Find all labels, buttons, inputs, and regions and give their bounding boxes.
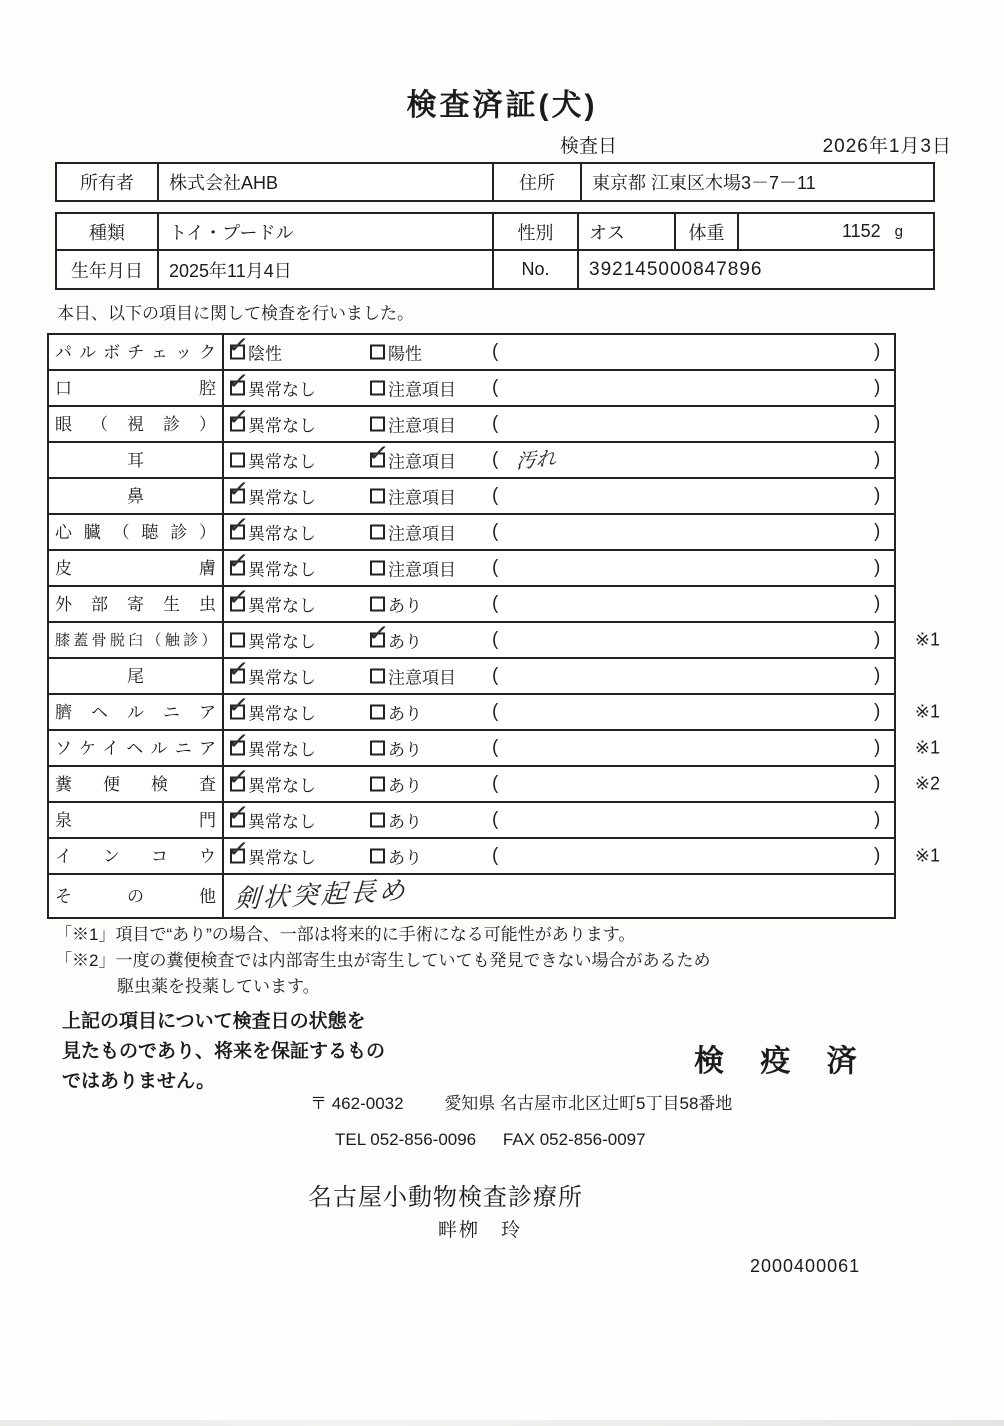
clinic-tel: TEL 052-856-0096 — [335, 1130, 477, 1149]
footnote-ref: ※2 — [914, 773, 940, 794]
check-mark-icon: ✓ — [226, 401, 251, 433]
exam-row-label: インコウ — [55, 846, 216, 866]
checkbox-icon — [370, 525, 385, 540]
option-2 — [370, 736, 422, 761]
exam-row-label: 膝蓋骨脱臼（触診） — [55, 631, 216, 649]
paren-close: ) — [874, 521, 881, 542]
exam-row-label: 泉門 — [55, 810, 216, 830]
option-2 — [370, 700, 422, 725]
option-1-label: 異常なし — [248, 452, 316, 472]
handwritten-note: 汚れ — [515, 445, 557, 474]
option-1 — [226, 509, 316, 545]
checkbox-icon — [370, 561, 385, 576]
clinic-postal-code: 〒 462-0032 — [310, 1094, 404, 1113]
paren-open: ( — [492, 737, 499, 758]
exam-rows — [49, 329, 940, 917]
birth-value: 2025年11月4日 — [157, 251, 492, 288]
checkbox-icon — [370, 345, 385, 360]
option-2 — [370, 772, 422, 797]
check-mark-icon: ✓ — [226, 509, 251, 541]
footnote-ref: ※1 — [914, 737, 940, 758]
option-1-label: 異常なし — [248, 380, 316, 400]
paren-open: ( — [492, 773, 499, 794]
option-1 — [226, 365, 316, 401]
check-mark-icon: ✓ — [226, 653, 251, 685]
paren-open: ( — [492, 665, 499, 686]
option-2-label: あり — [388, 632, 422, 652]
checkbox-icon — [370, 705, 385, 720]
option-2 — [370, 520, 456, 545]
option-2 — [370, 376, 456, 401]
paren-open: ( — [492, 341, 499, 362]
footnote-ref: ※1 — [914, 845, 940, 866]
exam-table-row — [49, 329, 894, 371]
option-2 — [370, 556, 456, 581]
page-title: 検査済証(犬) — [406, 89, 598, 122]
option-1 — [226, 653, 316, 689]
paren-close: ) — [874, 809, 881, 830]
paren-close: ) — [874, 593, 881, 614]
handwritten-free-text: 剣状突起長め — [233, 875, 409, 915]
checkbox-icon — [370, 741, 385, 756]
exam-row-label: 鼻 — [127, 486, 144, 506]
exam-table-row — [49, 437, 894, 479]
inspection-date-value: 2026年1月3日 — [822, 136, 952, 157]
check-mark-icon: ✓ — [226, 797, 251, 829]
check-mark-icon: ✓ — [226, 725, 251, 757]
check-mark-icon: ✓ — [226, 761, 251, 793]
inspection-date-row — [55, 131, 952, 157]
option-1-label: 異常なし — [248, 812, 316, 832]
check-mark-icon: ✓ — [366, 437, 391, 469]
option-1 — [226, 689, 316, 725]
option-2-label: 注意項目 — [388, 668, 456, 688]
address-value: 東京都 江東区木場3－7－11 — [580, 164, 933, 200]
checkbox-icon — [230, 633, 245, 648]
footnote-2-cont: 駆虫薬を投薬しています。 — [117, 977, 320, 996]
option-2-label: 注意項目 — [388, 488, 456, 508]
option-2-label: あり — [388, 848, 422, 868]
pet-info-table — [55, 212, 935, 290]
footnote-1: 「※1」項目で“あり”の場合、一部は将来的に手術になる可能性があります。 — [55, 925, 636, 944]
option-1-label: 異常なし — [248, 632, 316, 652]
inspection-date-label: 検査日 — [560, 136, 618, 157]
paren-close: ) — [874, 449, 881, 470]
paren-close: ) — [874, 629, 881, 650]
option-2 — [370, 340, 422, 365]
no-value: 392145000847896 — [577, 251, 933, 288]
exam-table-row — [49, 875, 894, 917]
paren-open: ( — [492, 377, 499, 398]
checkbox-icon — [226, 689, 251, 721]
footnotes — [55, 922, 710, 1000]
exam-table-row — [49, 689, 940, 731]
clinic-name: 名古屋小動物検査診療所 — [308, 1184, 583, 1211]
checkbox-icon — [370, 597, 385, 612]
checkbox-icon — [366, 437, 391, 469]
exam-table-row — [49, 581, 894, 623]
option-1-label: 異常なし — [248, 416, 316, 436]
exam-table-row — [49, 797, 894, 839]
clinic-fax: FAX 052-856-0097 — [502, 1130, 646, 1149]
option-2-label: 注意項目 — [388, 380, 456, 400]
option-2-label: あり — [388, 776, 422, 796]
weight-unit: g — [894, 223, 903, 240]
paren-open: ( — [492, 629, 499, 650]
option-1-label: 異常なし — [248, 488, 316, 508]
option-1 — [226, 833, 316, 869]
exam-row-label: 眼（視診） — [55, 414, 216, 434]
check-mark-icon: ✓ — [226, 581, 251, 613]
option-2-label: 陽性 — [388, 344, 422, 364]
quarantine-stamp: 検 疫 済 — [694, 1045, 871, 1078]
option-1 — [226, 329, 282, 365]
check-mark-icon: ✓ — [226, 473, 251, 505]
exam-statement: 本日、以下の項目に関して検査を行いました。 — [57, 304, 414, 323]
footnote-ref: ※1 — [914, 629, 940, 650]
clinic-address-line — [310, 1089, 732, 1114]
option-2-label: あり — [388, 812, 422, 832]
checkbox-icon — [226, 365, 251, 397]
weight-value-cell — [737, 214, 933, 251]
option-2 — [366, 617, 422, 653]
paren-open: ( — [492, 809, 499, 830]
option-2 — [370, 592, 422, 617]
veterinarian-name: 畔栁 玲 — [438, 1220, 523, 1241]
clinic-tel-line — [335, 1130, 646, 1150]
check-mark-icon: ✓ — [366, 617, 391, 649]
option-1 — [230, 448, 316, 473]
breed-label: 種類 — [57, 214, 157, 251]
option-2-label: 注意項目 — [388, 452, 456, 472]
exam-row-label: 耳 — [127, 450, 144, 470]
sex-value: オス — [577, 214, 674, 251]
checkbox-icon — [226, 545, 251, 577]
weight-label: 体重 — [674, 214, 737, 251]
paren-open: ( — [492, 701, 499, 722]
option-2-label: あり — [388, 740, 422, 760]
exam-table-row — [49, 833, 940, 875]
option-2-label: 注意項目 — [388, 560, 456, 580]
exam-row-label: 心臓（聴診） — [55, 522, 216, 542]
paren-open: ( — [492, 845, 499, 866]
checkbox-icon — [226, 581, 251, 613]
disclaimer-line-3: ではありません。 — [62, 1071, 216, 1092]
checkbox-icon — [226, 473, 251, 505]
exam-table-row — [49, 509, 894, 551]
option-2 — [366, 437, 456, 473]
option-2 — [370, 808, 422, 833]
option-1-label: 異常なし — [248, 740, 316, 760]
owner-value: 株式会社AHB — [157, 164, 492, 200]
option-1 — [230, 628, 316, 653]
exam-table-row — [49, 401, 894, 443]
paren-close: ) — [874, 737, 881, 758]
checkbox-icon — [370, 813, 385, 828]
option-1-label: 異常なし — [248, 560, 316, 580]
check-mark-icon: ✓ — [226, 689, 251, 721]
paren-open: ( — [492, 449, 499, 470]
paren-close: ) — [874, 413, 881, 434]
check-mark-icon: ✓ — [226, 545, 251, 577]
checkbox-icon — [226, 401, 251, 433]
weight-value: 1152 — [841, 221, 881, 241]
check-mark-icon: ✓ — [226, 365, 251, 397]
exam-row-label: 口腔 — [55, 378, 216, 398]
checkbox-icon — [226, 797, 251, 829]
serial-number: 2000400061 — [750, 1256, 861, 1276]
option-2 — [370, 412, 456, 437]
paren-open: ( — [492, 557, 499, 578]
paren-close: ) — [874, 665, 881, 686]
exam-row-label: 皮膚 — [55, 558, 216, 578]
paren-close: ) — [874, 773, 881, 794]
option-2 — [370, 664, 456, 689]
exam-row-label: 外部寄生虫 — [55, 594, 216, 614]
option-1-label: 陰性 — [248, 344, 282, 364]
option-1-label: 異常なし — [248, 596, 316, 616]
paren-close: ) — [874, 701, 881, 722]
option-1-label: 異常なし — [248, 776, 316, 796]
disclaimer — [62, 1007, 385, 1097]
paren-close: ) — [874, 377, 881, 398]
exam-table-row — [49, 617, 940, 659]
paren-open: ( — [492, 413, 499, 434]
option-1 — [226, 473, 316, 509]
checkbox-icon — [370, 381, 385, 396]
sex-label: 性別 — [492, 214, 577, 251]
exam-row-label: ソケイヘルニア — [55, 738, 216, 758]
checkbox-icon — [370, 489, 385, 504]
checkbox-icon — [370, 417, 385, 432]
option-2 — [370, 484, 456, 509]
option-1 — [226, 581, 316, 617]
checkbox-icon — [370, 849, 385, 864]
owner-table — [55, 162, 935, 202]
option-1-label: 異常なし — [248, 848, 316, 868]
option-1 — [226, 761, 316, 797]
address-label: 住所 — [492, 164, 580, 200]
exam-row-label: 糞便検査 — [55, 774, 216, 794]
exam-row-label: その他 — [55, 886, 216, 906]
footnote-2: 「※2」一度の糞便検査では内部寄生虫が寄生していても発見できない場合があるため — [55, 951, 711, 970]
checkbox-icon — [226, 329, 251, 361]
paren-open: ( — [492, 593, 499, 614]
exam-table-row — [49, 365, 894, 407]
checkbox-icon — [226, 725, 251, 757]
option-2-label: 注意項目 — [388, 416, 456, 436]
paren-close: ) — [874, 845, 881, 866]
disclaimer-line-2: 見たものであり、将来を保証するもの — [62, 1041, 386, 1062]
option-2-label: あり — [388, 596, 422, 616]
exam-table — [47, 329, 940, 919]
exam-row-label: 尾 — [127, 666, 144, 686]
owner-label: 所有者 — [80, 173, 134, 193]
checkbox-icon — [226, 761, 251, 793]
checkbox-icon — [226, 833, 251, 865]
option-1-label: 異常なし — [248, 524, 316, 544]
exam-table-row — [49, 473, 894, 515]
checkbox-icon — [370, 669, 385, 684]
exam-row-label: パルボチェック — [55, 342, 216, 362]
checkbox-icon — [226, 509, 251, 541]
scan-artifact-edge — [0, 1420, 1004, 1426]
checkbox-icon — [230, 453, 245, 468]
option-1 — [226, 545, 316, 581]
option-2-label: 注意項目 — [388, 524, 456, 544]
breed-value: トイ・プードル — [157, 214, 492, 251]
option-1-label: 異常なし — [248, 704, 316, 724]
option-1 — [226, 401, 316, 437]
exam-table-row — [49, 545, 894, 587]
check-mark-icon: ✓ — [226, 833, 251, 865]
paren-open: ( — [492, 521, 499, 542]
exam-table-row — [49, 761, 940, 803]
no-label: No. — [492, 251, 577, 288]
paren-close: ) — [874, 557, 881, 578]
option-1 — [226, 797, 316, 833]
footnote-ref: ※1 — [914, 701, 940, 722]
checkbox-icon — [366, 617, 391, 649]
exam-table-row — [49, 725, 940, 767]
birth-label: 生年月日 — [71, 260, 143, 281]
paren-close: ) — [874, 341, 881, 362]
exam-table-row — [49, 653, 894, 695]
check-mark-icon: ✓ — [226, 329, 251, 361]
option-1 — [226, 725, 316, 761]
checkbox-icon — [370, 777, 385, 792]
clinic-address: 愛知県 名古屋市北区辻町5丁目58番地 — [444, 1094, 733, 1113]
option-2-label: あり — [388, 704, 422, 724]
exam-row-label: 臍ヘルニア — [55, 702, 216, 722]
option-2 — [370, 844, 422, 869]
option-1-label: 異常なし — [248, 668, 316, 688]
disclaimer-line-1: 上記の項目について検査日の状態を — [62, 1011, 366, 1032]
paren-open: ( — [492, 485, 499, 506]
paren-close: ) — [874, 485, 881, 506]
checkbox-icon — [226, 653, 251, 685]
